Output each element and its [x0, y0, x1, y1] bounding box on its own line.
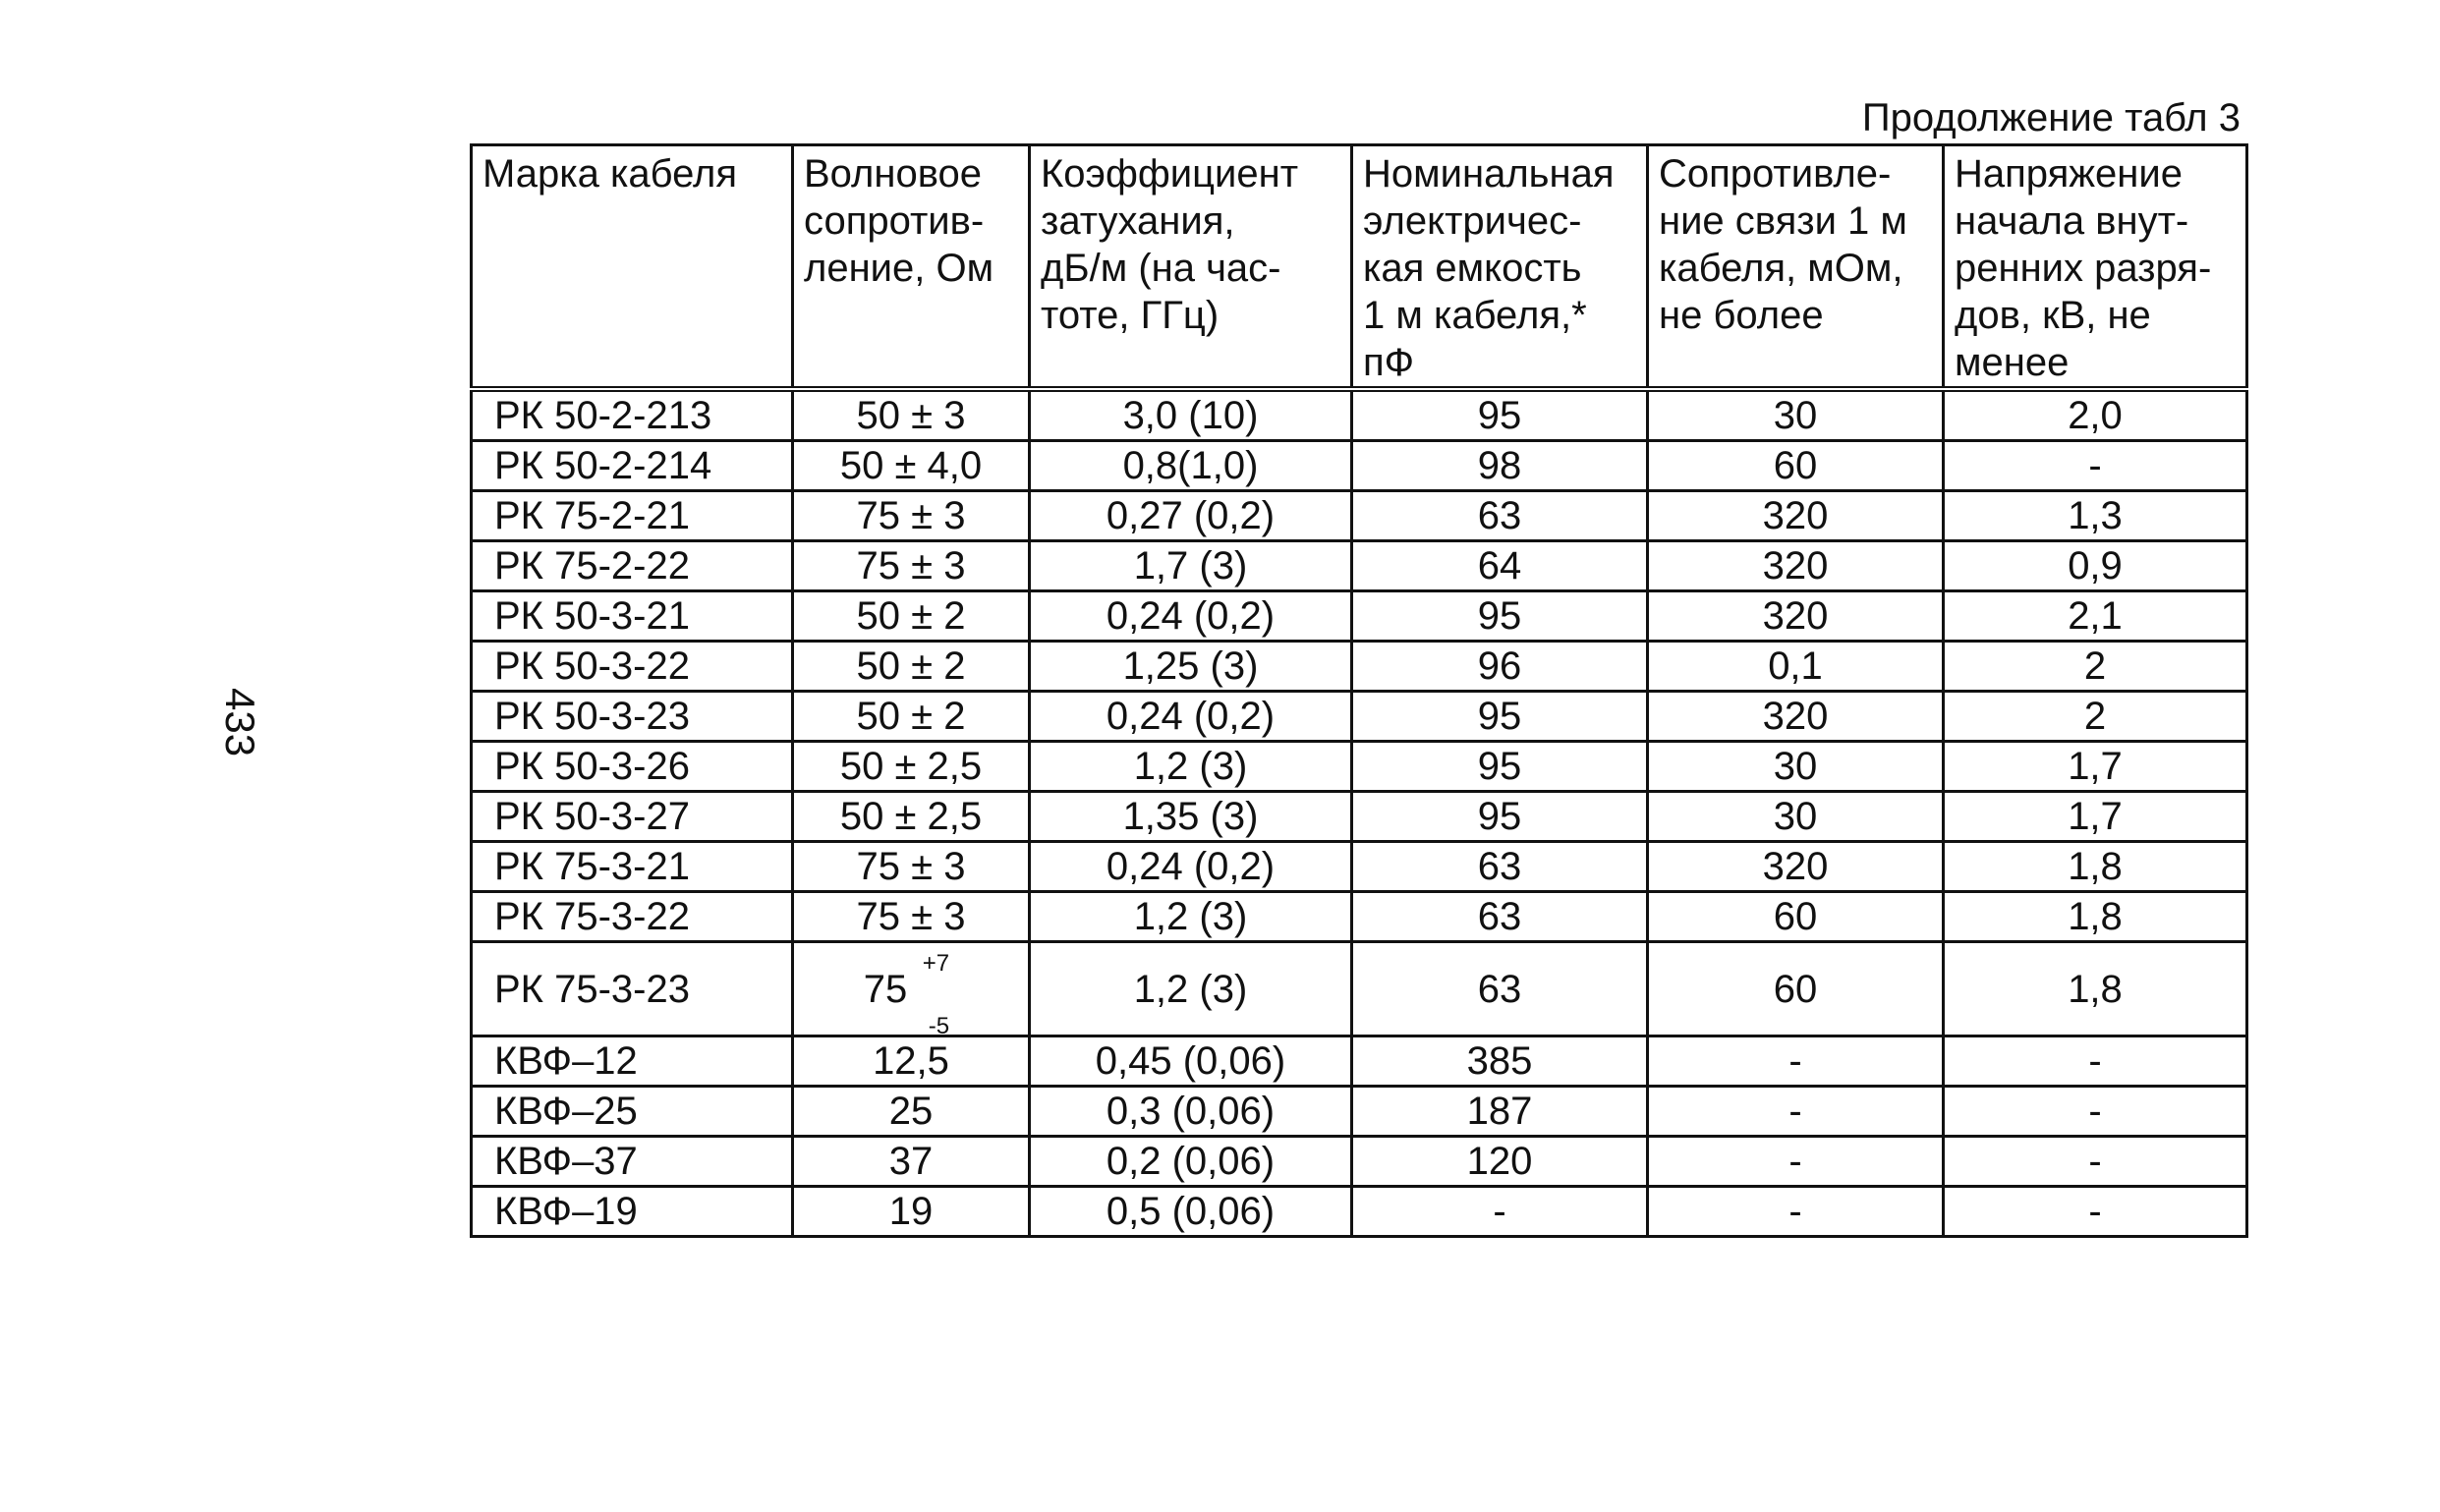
cell-attenuation: 0,24 (0,2): [1030, 591, 1352, 642]
cell-attenuation: 1,25 (3): [1030, 642, 1352, 692]
cell-coupling: -: [1648, 1187, 1944, 1237]
cell-brand: РК 75-3-21: [472, 842, 793, 892]
cell-impedance: 50 ± 2,5: [793, 792, 1030, 842]
impedance-plus-tolerance: +7: [922, 949, 950, 977]
cell-voltage: 2,0: [1944, 389, 2247, 441]
cell-brand: КВФ–19: [472, 1187, 793, 1237]
cell-attenuation: 1,2 (3): [1030, 742, 1352, 792]
cell-coupling: 60: [1648, 892, 1944, 942]
table-row: [472, 591, 2247, 642]
cell-coupling: 30: [1648, 742, 1944, 792]
cell-impedance: 50 ± 3: [793, 389, 1030, 441]
cell-voltage: 1,7: [1944, 742, 2247, 792]
cell-impedance: 75 ± 3: [793, 541, 1030, 591]
cell-brand: РК 75-3-22: [472, 892, 793, 942]
cell-capacitance: 63: [1352, 942, 1648, 1036]
cell-capacitance: 95: [1352, 742, 1648, 792]
cell-capacitance: 95: [1352, 591, 1648, 642]
cell-voltage: 2,1: [1944, 591, 2247, 642]
cell-coupling: 320: [1648, 491, 1944, 541]
cell-attenuation: 1,7 (3): [1030, 541, 1352, 591]
header-cable-brand: Марка кабеля: [472, 145, 793, 390]
table-row: [472, 642, 2247, 692]
table-row: [472, 389, 2247, 441]
cell-capacitance: 120: [1352, 1137, 1648, 1187]
cell-brand: РК 75-2-21: [472, 491, 793, 541]
cell-attenuation: 0,3 (0,06): [1030, 1087, 1352, 1137]
cell-coupling: 320: [1648, 842, 1944, 892]
cell-capacitance: 63: [1352, 491, 1648, 541]
cell-voltage: -: [1944, 1187, 2247, 1237]
cell-brand: РК 50-3-23: [472, 692, 793, 742]
table-row: [472, 692, 2247, 742]
table-header-row: [472, 145, 2247, 390]
table-row: [472, 842, 2247, 892]
cell-coupling: -: [1648, 1087, 1944, 1137]
cell-attenuation: 0,5 (0,06): [1030, 1187, 1352, 1237]
cell-impedance: 50 ± 2,5: [793, 742, 1030, 792]
table-row: [472, 1036, 2247, 1087]
cell-brand: РК 50-3-26: [472, 742, 793, 792]
cell-impedance: [793, 942, 1030, 1036]
cell-attenuation: 0,27 (0,2): [1030, 491, 1352, 541]
header-attenuation: Коэффициент затухания, дБ/м (на час- тоте, ГГц): [1030, 145, 1352, 390]
cell-coupling: -: [1648, 1036, 1944, 1087]
cell-coupling: 30: [1648, 792, 1944, 842]
cell-voltage: -: [1944, 1087, 2247, 1137]
cell-capacitance: 98: [1352, 441, 1648, 491]
table-row: [472, 742, 2247, 792]
cell-attenuation: 0,45 (0,06): [1030, 1036, 1352, 1087]
header-discharge-voltage: Напряжение начала внут- ренних разря- дов, кВ, не менее: [1944, 145, 2247, 390]
table-row: [472, 541, 2247, 591]
cell-impedance: 19: [793, 1187, 1030, 1237]
cell-attenuation: 0,2 (0,06): [1030, 1137, 1352, 1187]
impedance-minus-tolerance: -5: [928, 1012, 950, 1036]
cell-attenuation: 1,35 (3): [1030, 792, 1352, 842]
cell-capacitance: 64: [1352, 541, 1648, 591]
cell-voltage: 0,9: [1944, 541, 2247, 591]
cell-brand: РК 75-2-22: [472, 541, 793, 591]
cell-capacitance: 385: [1352, 1036, 1648, 1087]
cell-coupling: 320: [1648, 692, 1944, 742]
cell-capacitance: 95: [1352, 792, 1648, 842]
cell-coupling: 320: [1648, 541, 1944, 591]
cell-voltage: 1,8: [1944, 842, 2247, 892]
header-capacitance: Номинальная электричес- кая емкость 1 м кабеля,* пФ: [1352, 145, 1648, 390]
cell-coupling: 60: [1648, 942, 1944, 1036]
cell-brand: КВФ–37: [472, 1137, 793, 1187]
cell-impedance: 37: [793, 1137, 1030, 1187]
page-number: 433: [217, 688, 263, 757]
cell-impedance: 12,5: [793, 1036, 1030, 1087]
cell-capacitance: 187: [1352, 1087, 1648, 1137]
cell-brand: РК 50-3-21: [472, 591, 793, 642]
cell-voltage: 1,7: [1944, 792, 2247, 842]
cell-attenuation: 1,2 (3): [1030, 942, 1352, 1036]
cell-brand: РК 50-2-213: [472, 389, 793, 441]
table-row: [472, 892, 2247, 942]
impedance-nominal: 75: [863, 967, 908, 1011]
cell-impedance: 75 ± 3: [793, 491, 1030, 541]
cell-impedance: 75 ± 3: [793, 842, 1030, 892]
cell-attenuation: 0,8(1,0): [1030, 441, 1352, 491]
cell-coupling: 60: [1648, 441, 1944, 491]
cell-brand: РК 50-2-214: [472, 441, 793, 491]
cell-capacitance: 63: [1352, 842, 1648, 892]
impedance-with-tolerance: [863, 949, 959, 1036]
header-wave-impedance: Волновое сопротив- ление, Ом: [793, 145, 1030, 390]
cell-brand: РК 50-3-22: [472, 642, 793, 692]
cell-impedance: 50 ± 4,0: [793, 441, 1030, 491]
cell-attenuation: 0,24 (0,2): [1030, 842, 1352, 892]
cell-brand: КВФ–25: [472, 1087, 793, 1137]
table-row: [472, 1087, 2247, 1137]
cell-impedance: 75 ± 3: [793, 892, 1030, 942]
table-row: [472, 792, 2247, 842]
cell-voltage: 1,8: [1944, 942, 2247, 1036]
table-row: [472, 1187, 2247, 1237]
table-row: [472, 942, 2247, 1036]
table-caption: Продолжение табл 3: [1861, 96, 2241, 140]
cell-voltage: 2: [1944, 642, 2247, 692]
cell-coupling: 320: [1648, 591, 1944, 642]
cell-voltage: 1,8: [1944, 892, 2247, 942]
cell-voltage: -: [1944, 441, 2247, 491]
cell-voltage: -: [1944, 1036, 2247, 1087]
cell-brand: РК 75-3-23: [472, 942, 793, 1036]
cell-impedance: 50 ± 2: [793, 591, 1030, 642]
cable-parameters-table: [470, 143, 2248, 1238]
cell-capacitance: 96: [1352, 642, 1648, 692]
cell-attenuation: 1,2 (3): [1030, 892, 1352, 942]
cell-capacitance: -: [1352, 1187, 1648, 1237]
cell-coupling: -: [1648, 1137, 1944, 1187]
cell-attenuation: 0,24 (0,2): [1030, 692, 1352, 742]
cell-brand: РК 50-3-27: [472, 792, 793, 842]
cell-impedance: 50 ± 2: [793, 692, 1030, 742]
cell-impedance: 25: [793, 1087, 1030, 1137]
cell-voltage: 2: [1944, 692, 2247, 742]
table-row: [472, 491, 2247, 541]
cell-impedance: 50 ± 2: [793, 642, 1030, 692]
cell-capacitance: 95: [1352, 692, 1648, 742]
table-row: [472, 1137, 2247, 1187]
cell-capacitance: 63: [1352, 892, 1648, 942]
cell-capacitance: 95: [1352, 389, 1648, 441]
cell-brand: КВФ–12: [472, 1036, 793, 1087]
cell-coupling: 0,1: [1648, 642, 1944, 692]
header-coupling-resistance: Сопротивле- ние связи 1 м кабеля, мОм, не более: [1648, 145, 1944, 390]
cell-coupling: 30: [1648, 389, 1944, 441]
table-row: [472, 441, 2247, 491]
cell-voltage: 1,3: [1944, 491, 2247, 541]
cell-attenuation: 3,0 (10): [1030, 389, 1352, 441]
cell-voltage: -: [1944, 1137, 2247, 1187]
